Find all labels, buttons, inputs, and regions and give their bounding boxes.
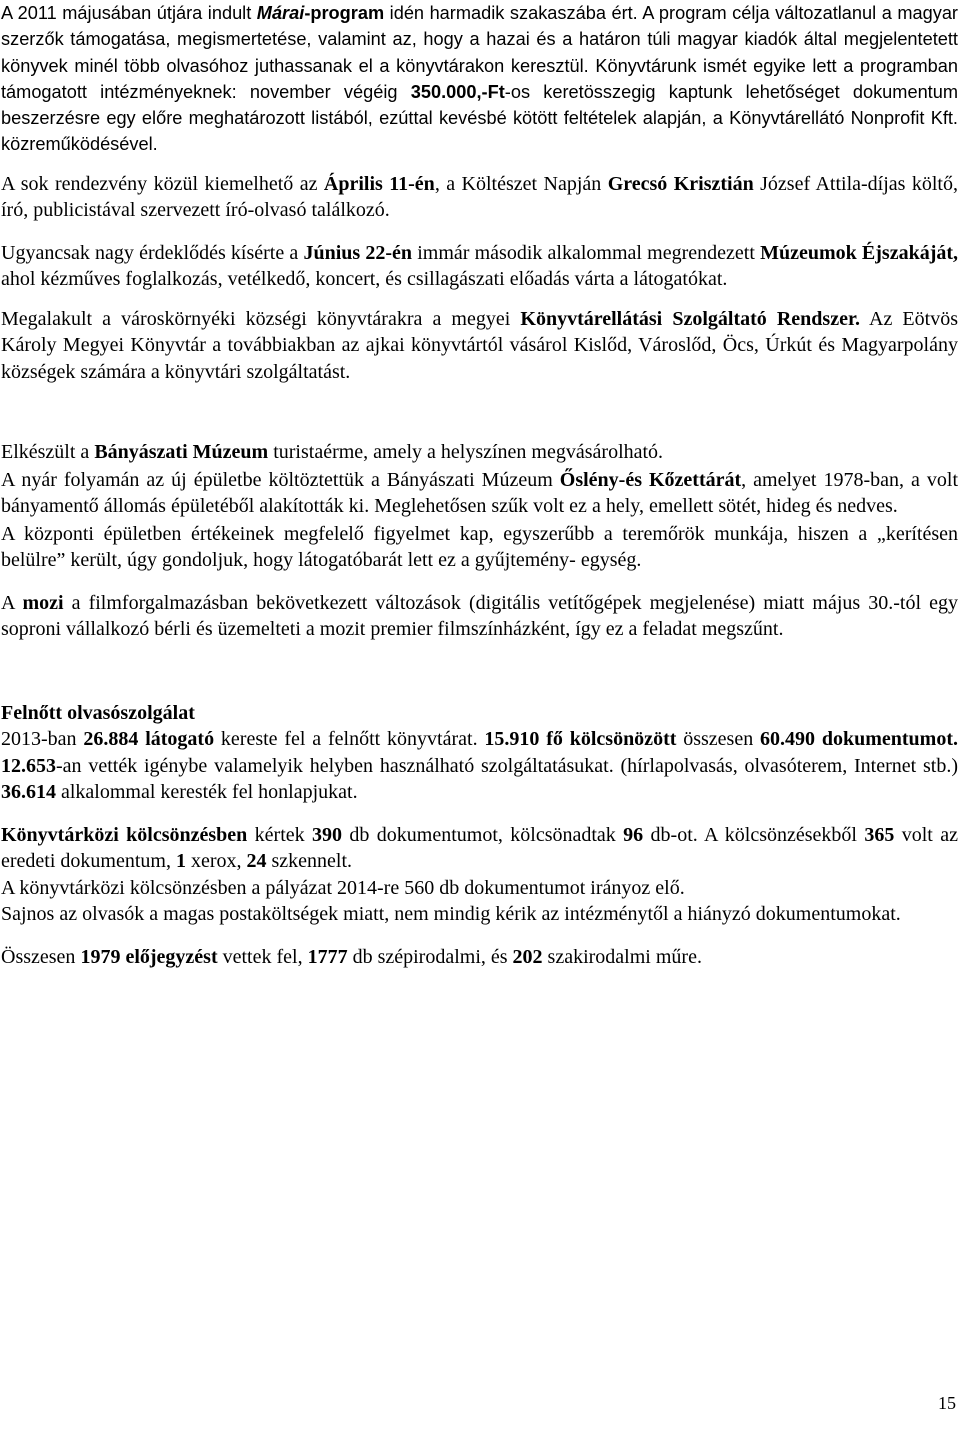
mining-collection-paragraph: A nyár folyamán az új épületbe költöztettük a Bányászati Múzeum Őslény-és Kőzettárát, amelyet 1978-ban, a volt bányamentő állomás épületéből alakították ki. Meglehetősen szűk volt ez a hely, emellett sötét, hideg és nedves. <box>1 468 959 518</box>
interlibrary-note-paragraph: Sajnos az olvasók a magas postaköltségek miatt, nem mindig kérik az intézménytől a hiányzó dokumentumokat. <box>1 903 901 926</box>
mining-building-paragraph: A központi épületben értékeinek megfelelő figyelmet kap, egyszerűbb a teremőrök munkája, hiszen a „kerítésen belülre” került, úgy gondoljuk, hogy látogatóbarát lett ez a gyűjtemény- egység. <box>1 522 958 572</box>
budget-amount: 350.000,-Ft <box>410 81 505 102</box>
intro-paragraph: A 2011 májusában útjára indult Márai-program idén harmadik szakaszába ért. A program célja változatlanul a magyar szerzők támogatása, megismertetése, valamint az, hogy a hazai és a határon túli magyar kiadók által megjelentetett könyvek minél több olvasóhoz juthassanak el a könyvtárakon keresztül. Könyvtárunk ismét egyike lett a programban támogatott intézményeknek: november végéig 350.000,-Ft-os keretösszegig kaptunk lehetőséget dokumentum beszerzésre egy előre meghatározott listából, ezúttal kevésbé kötött feltételek alapján, a Könyvtárellátó Nonprofit Kft. közreműködésével. <box>1 3 958 155</box>
section-heading: Felnőtt olvasószolgálat <box>1 701 195 724</box>
reservations-paragraph: Összesen 1979 előjegyzést vettek fel, 1777 db szépirodalmi, és 202 szakirodalmi műre. <box>1 945 702 968</box>
interlibrary-stats-paragraph: Könyvtárközi kölcsönzésben kértek 390 db dokumentumot, kölcsönadtak 96 db-ot. A kölcsönzésekből 365 volt az eredeti dokumentum, 1 xerox, 24 szkennelt. <box>1 823 958 873</box>
cinema-paragraph: A mozi a filmforgalmazásban bekövetkezett változások (digitális vetítőgépek megjelenése) miatt május 30.-tól egy soproni vállalkozó bérli és üzemelteti a mozit premier filmszínházként, így ez a feladat megszűnt. <box>1 591 958 641</box>
museums-night-paragraph: Ugyancsak nagy érdeklődés kísérte a Június 22-én immár második alkalommal megrendezett Múzeumok Éjszakáját, ahol kézműves foglalkozás, vetélkedő, koncert, és csillagászati előadás várta a látogatókat. <box>1 241 959 291</box>
page-number: 15 <box>938 1393 956 1413</box>
document-body <box>1 0 958 970</box>
service-system-paragraph: Megalakult a városkörnyéki községi könyvtárakra a megyei Könyvtárellátási Szolgáltató Rendszer. Az Eötvös Károly Megyei Könyvtár a továbbiakban az ajkai könyvtártól vásárol Kislőd, Városlőd, Öcs, Úrkút és Magyarpolány községek számára a könyvtári szolgáltatást. <box>1 307 958 383</box>
events-paragraph: A sok rendezvény közül kiemelhető az Április 11-én, a Költészet Napján Grecsó Krisztián József Attila-díjas költő, író, publicistával szervezett író-olvasó találkozó. <box>1 172 958 222</box>
interlibrary-plan-paragraph: A könyvtárközi kölcsönzésben a pályázat 2014-re 560 db dokumentumot irányoz elő. <box>1 876 685 899</box>
program-name: Márai <box>256 3 305 23</box>
mining-coin-paragraph: Elkészült a Bányászati Múzeum turistaérme, amely a helyszínen megvásárolható. <box>1 441 664 464</box>
adult-stats-paragraph: 2013-ban 26.884 látogató kereste fel a felnőtt könyvtárat. 15.910 fő kölcsönözött összesen 60.490 dokumentumot. 12.653-an vették igénybe valamelyik helyben használható szolgáltatásukat. (hírlapolvasás, olvasóterem, Internet stb.) 36.614 alkalommal keresték fel honlapjukat. <box>1 728 958 804</box>
